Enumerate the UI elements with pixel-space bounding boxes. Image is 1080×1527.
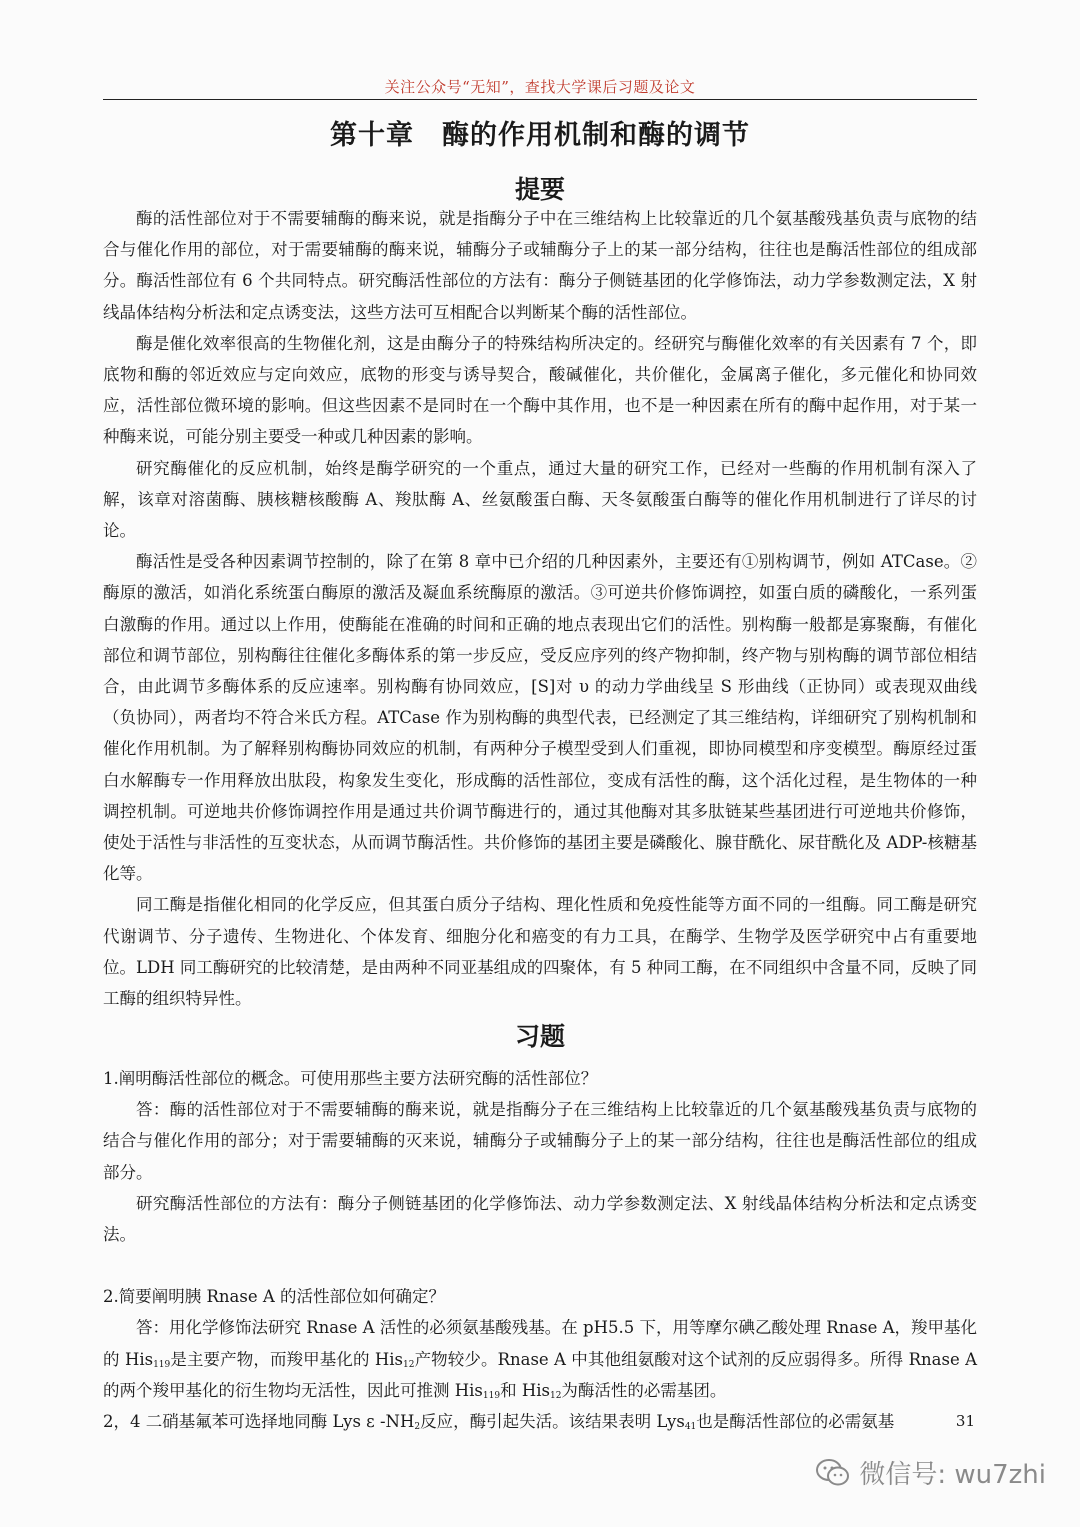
subscript: 119 [153,1359,171,1370]
answer-2-text: 也是酶活性部位的必需氨基 [696,1412,895,1432]
subscript: 12 [549,1390,562,1401]
exercises-heading: 习题 [514,1022,565,1051]
summary-paragraph-5: 同工酶是指催化相同的化学反应，但其蛋白质分子结构、理化性质和免疫性能等方面不同的一组酶。同工酶是研究代谢调节、分子遗传、生物进化、个体发育、细胞分化和癌变的有力工具，在酶学、生物学及医学研究中占有重要地位。LDH 同工酶研究的比较清楚，是由两种不同亚基组成的四聚体，有 5 种同工酶，在不同组织中含量不同，反映了同工酶的组织特异性。 [103,895,977,1009]
answer-2-text: 产物较少。Rnase A 中其他组氨酸对这个试剂的反应弱得多。所得 Rnase A 的两个羧甲基化的衍生物均无活性，因此可推测 His [103,1349,977,1400]
answer-1-paragraph-2: 研究酶活性部位的方法有：酶分子侧链基团的化学修饰法、动力学参数测定法、X 射线晶体结构分析法和定点诱变法。 [103,1193,977,1245]
answer-1-paragraph-1: 答：酶的活性部位对于不需要辅酶的酶来说，就是指酶分子在三维结构上比较靠近的几个氨基酸残基负责与底物的结合与催化作用的部分；对于需要辅酶的灭来说，辅酶分子或辅酶分子上的某一部分结构，往往也是酶活性部位的组成部分。 [103,1100,977,1182]
answer-2-paragraph-2 [103,1406,977,1437]
watermark-text: 微信号: wu7zhi [859,1460,1046,1490]
header-divider [103,99,977,100]
summary-paragraph-3: 研究酶催化的反应机制，始终是酶学研究的一个重点，通过大量的研究工作，已经对一些酶的作用机制有深入了解，该章对溶菌酶、胰核糖核酸酶 A、羧肽酶 A、丝氨酸蛋白酶、天冬氨酸蛋白酶等的催化作用机制进行了详尽的讨论。 [103,458,977,541]
summary-body [103,203,977,1014]
summary-heading: 提要 [514,175,565,204]
summary-paragraph-2: 酶是催化效率很高的生物催化剂，这是由酶分子的特殊结构所决定的。经研究与酶催化效率的有关因素有 7 个，即底物和酶的邻近效应与定向效应，底物的形变与诱导契合，酸碱催化，共价催化，金属离子催化，多元催化和协同效应，活性部位微环境的影响。但这些因素不是同时在一个酶中其作用，也不是一种因素在所有的酶中起作用，对于某一种酶来说，可能分别主要受一种或几种因素的影响。 [103,333,977,447]
subscript: 41 [684,1422,697,1433]
watermark [815,1454,1046,1491]
answer-2-paragraph-1 [103,1312,977,1406]
summary-paragraph-1: 酶的活性部位对于不需要辅酶的酶来说，就是指酶分子中在三维结构上比较靠近的几个氨基酸残基负责与底物的结合与催化作用的部位，对于需要辅酶的酶来说，辅酶分子或辅酶分子上的某一部分结构，往往也是酶活性部位的组成部分。酶活性部位有 6 个共同特点。研究酶活性部位的方法有：酶分子侧链基团的化学修饰法，动力学参数测定法，X 射线晶体结构分析法和定点诱变法，这些方法可互相配合以判断某个酶的活性部位。 [103,209,977,322]
subscript: 12 [403,1359,415,1370]
question-1: 1.阐明酶活性部位的概念。可使用那些主要方法研究酶的活性部位？ [103,1069,598,1088]
question-2: 2.简要阐明胰 Rnase A 的活性部位如何确定？ [103,1287,446,1307]
answer-2-text: 答：用化学修饰法研究 Rnase A 活性的必须氨基酸残基。在 pH5.5 下，用等摩尔碘乙酸处理 Rnase A，羧甲基化的 His [103,1318,977,1369]
page-number: 31 [955,1412,975,1430]
answer-2-text: 2，4 二硝基氟苯可选择地同酶 Lys ε -NH [103,1412,415,1432]
exercises-body [103,1063,977,1437]
wechat-icon [815,1458,851,1488]
subscript: 119 [482,1390,501,1401]
answer-2-text: 是主要产物，而羧甲基化的 His [170,1349,404,1369]
subscript: 2 [414,1422,421,1433]
answer-2-text: 反应，酶引起失活。该结果表明 Lys [420,1412,685,1432]
answer-2-text: 和 His [500,1380,550,1400]
summary-paragraph-4: 酶活性是受各种因素调节控制的，除了在第 8 章中已介绍的几种因素外，主要还有①别构调节，例如 ATCase。②酶原的激活，如消化系统蛋白酶原的激活及凝血系统酶原的激活。③可逆共价修饰调控，如蛋白质的磷酸化，一系列蛋白激酶的作用。通过以上作用，使酶能在准确的时间和正确的地点表现出它们的活性。别构酶一般都是寡聚酶，有催化部位和调节部位，别构酶往往催化多酶体系的第一步反应，受反应序列的终产物抑制，终产物与别构酶的调节部位相结合，由此调节多酶体系的反应速率。别构酶有协同效应，[S]对 υ 的动力学曲线呈 S 形曲线（正协同）或表现双曲线（负协同），两者均不符合米氏方程。ATCase 作为别构酶的典型代表，已经测定了其三维结构，详细研究了别构机制和催化作用机制。为了解释别构酶协同效应的机制，有两种分子模型受到人们重视，即协同模型和序变模型。酶原经过蛋白水解酶专一作用释放出肽段，构象发生变化，形成酶的活性部位，变成有活性的酶，这个活化过程，是生物体的一种调控机制。可逆地共价修饰调控作用是通过共价调节酶进行的，通过其他酶对其多肽链某些基团进行可逆地共价修饰，使处于活性与非活性的互变状态，从而调节酶活性。共价修饰的基团主要是磷酸化、腺苷酰化、尿苷酰化及 ADP-核糖基化等。 [103,552,977,884]
header-note: 关注公众号“无知”，查找大学课后习题及论文 [384,78,696,96]
chapter-title: 第十章 酶的作用机制和酶的调节 [330,120,750,151]
answer-2-text: 为酶活性的必需基团。 [561,1380,727,1400]
